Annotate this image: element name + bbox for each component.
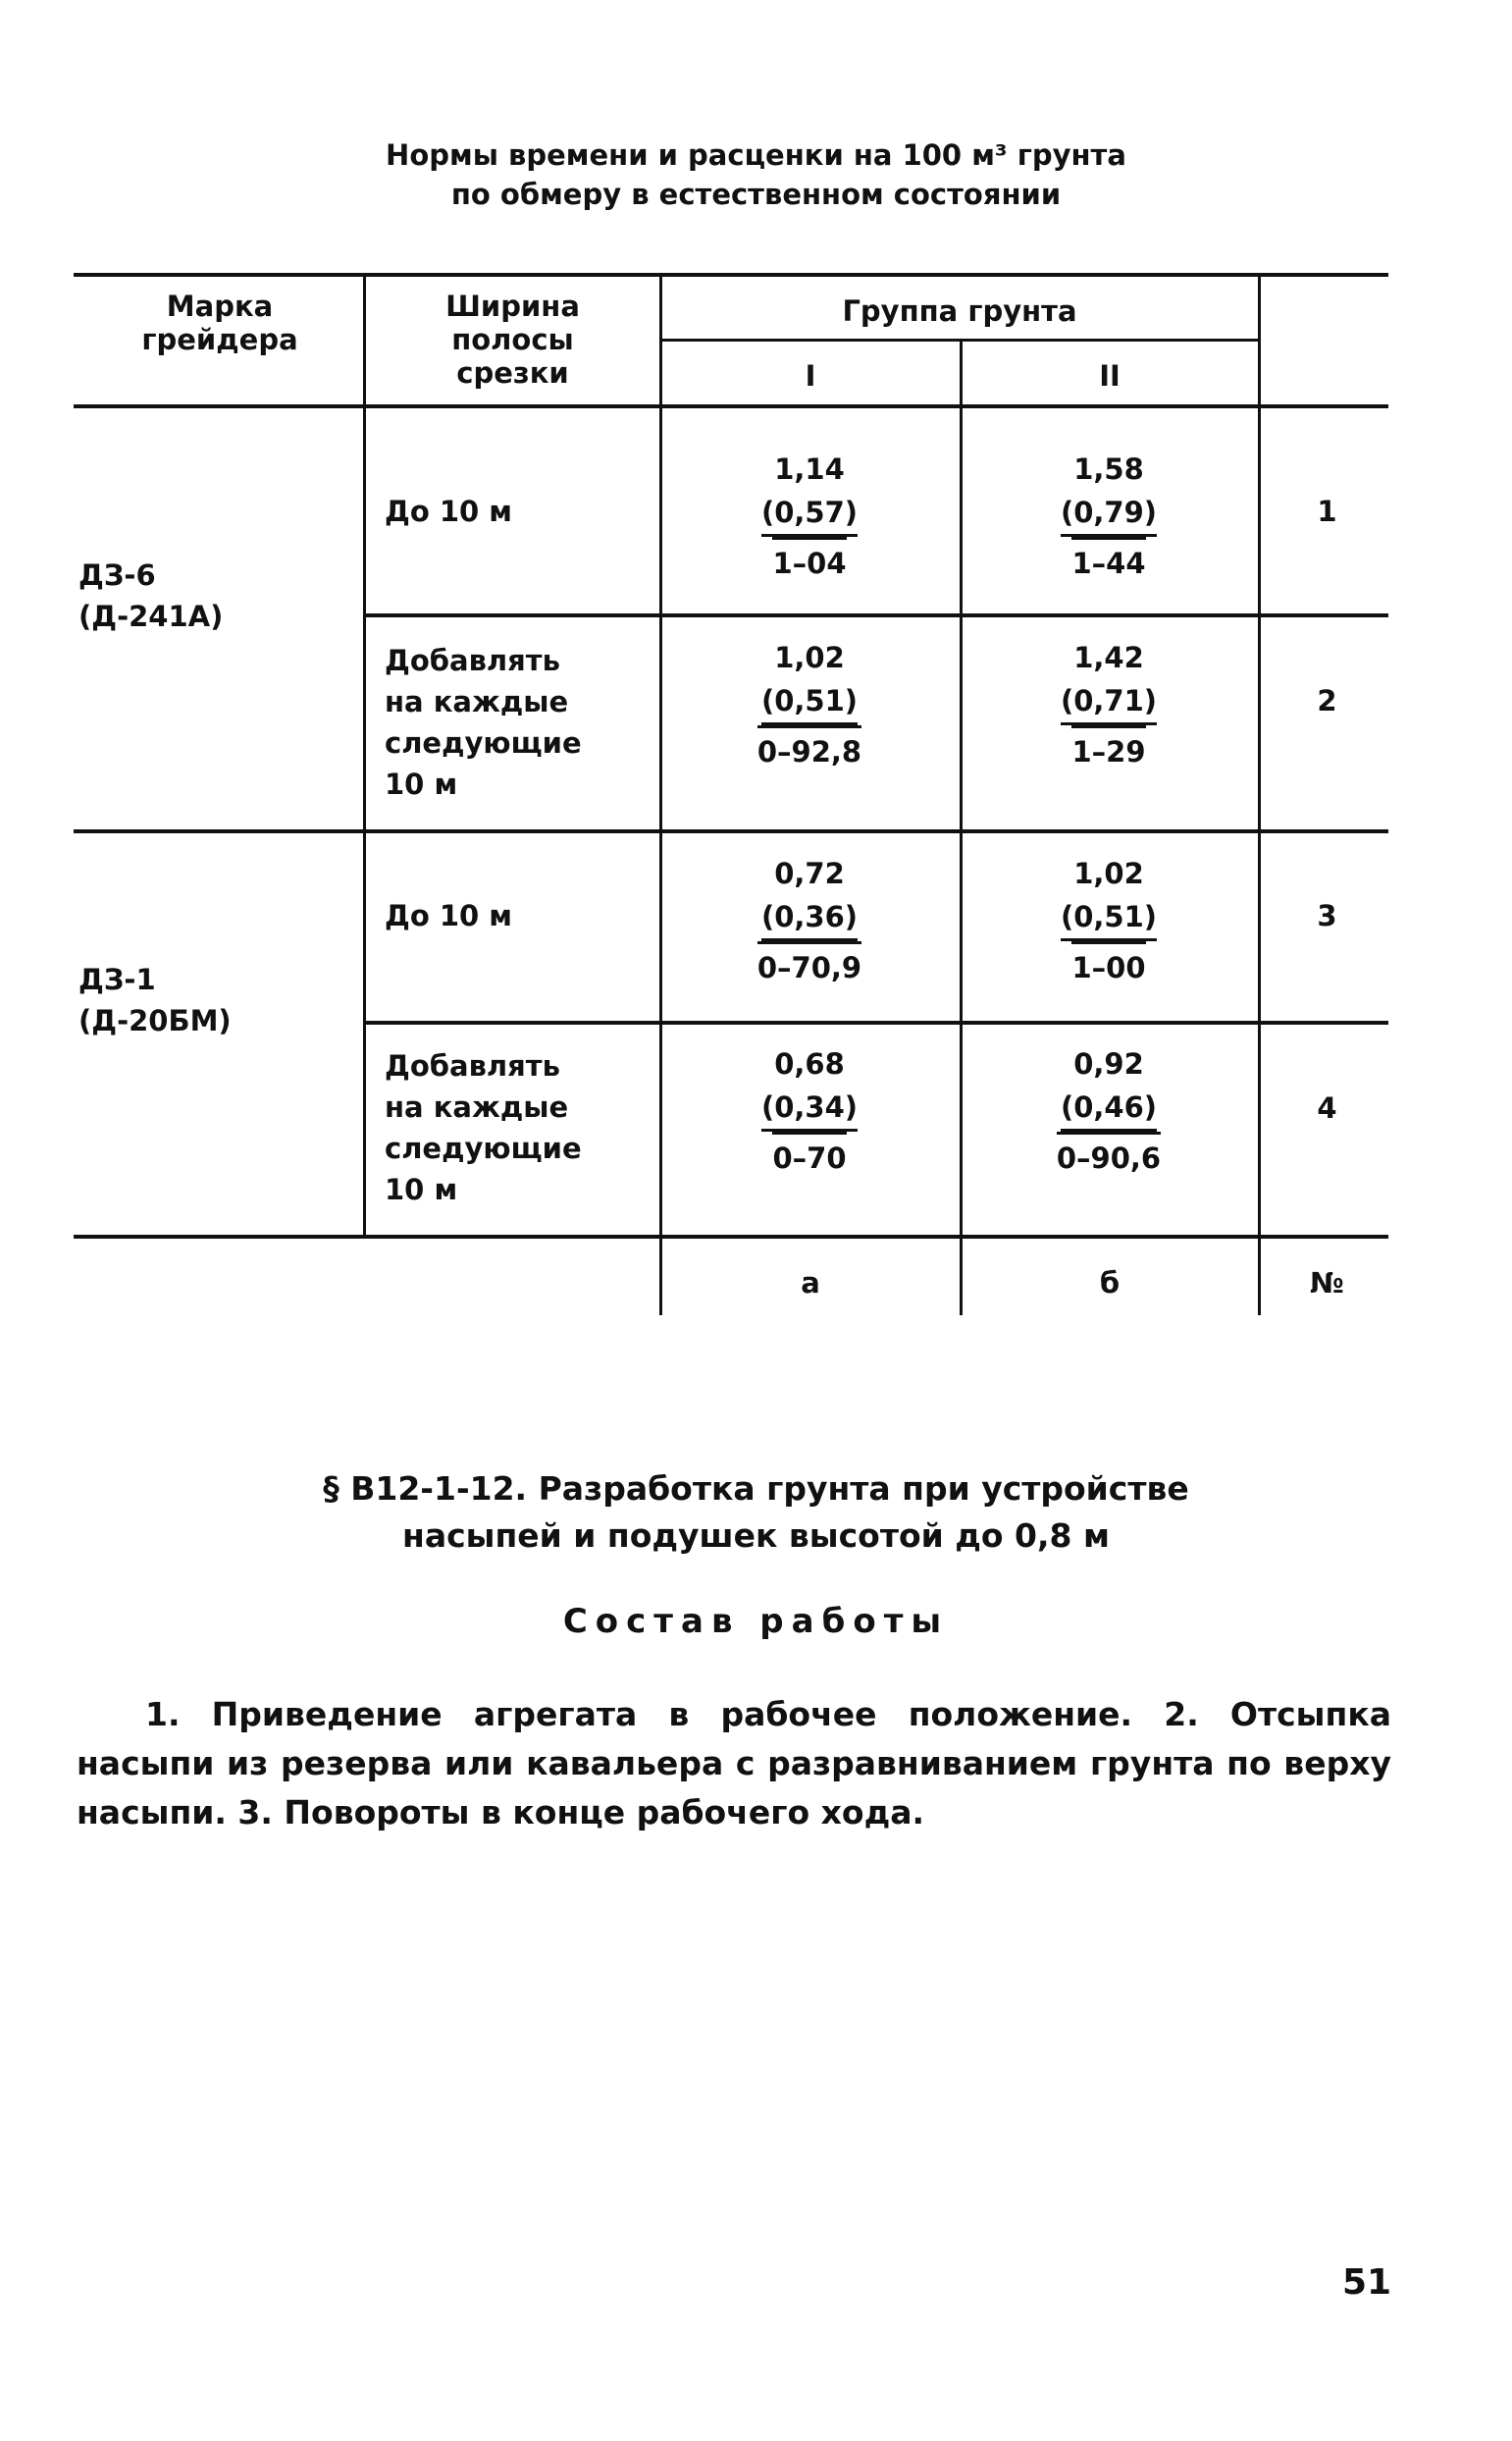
section-title-line2: насыпей и подушек высотой до 0,8 м: [402, 1516, 1110, 1555]
row4-group2-value: 0,92 (0,46) 0–90,6: [1011, 1042, 1207, 1180]
row3-bottom-rule: [365, 1021, 1388, 1025]
header-bottom-rule: [74, 404, 1388, 408]
row2-number: 2: [1317, 684, 1337, 717]
section-title-line1: § В12-1-12. Разработка грунта при устройстве: [323, 1469, 1189, 1508]
row3-width: До 10 м: [385, 899, 513, 932]
header-soil-group: Группа грунта: [842, 294, 1077, 328]
header-grader-mark: Марка грейдера: [141, 290, 298, 356]
col-divider-grader: [363, 273, 366, 1235]
header-strip-width: Ширина полосы срезки: [445, 290, 580, 390]
row2-width: Добавлять на каждые следующие 10 м: [385, 644, 582, 801]
row3-group2-value: 1,02 (0,51) 1–00: [1011, 852, 1207, 989]
row2-group1-value: 1,02 (0,51) 0–92,8: [711, 636, 908, 773]
col-divider-width: [659, 273, 662, 1315]
row3-number: 3: [1317, 899, 1337, 932]
work-composition-text: 1. Приведение агрегата в рабочее положение. 2. Отсыпка насыпи из резерва или кавальера с разравниванием грунта по верху насыпи. 3. Повороты в конце рабочего хода.: [77, 1695, 1391, 1831]
row1-width: До 10 м: [385, 495, 513, 528]
row4-number: 4: [1317, 1091, 1337, 1125]
row1-number: 1: [1317, 495, 1337, 528]
row1-group2-value: 1,58 (0,79) 1–44: [1011, 448, 1207, 585]
col-divider-num: [1258, 273, 1261, 1315]
table-caption-line2: по обмеру в естественном состоянии: [450, 178, 1062, 211]
row3-group1-value: 0,72 (0,36) 0–70,9: [711, 852, 908, 989]
row4-group1-value: 0,68 (0,34) 0–70: [711, 1042, 908, 1180]
grader-dz6: ДЗ-6 (Д-241А): [78, 558, 224, 633]
row4-width: Добавлять на каждые следующие 10 м: [385, 1049, 582, 1206]
work-composition-heading: Состав работы: [562, 1602, 950, 1641]
row2-group2-value: 1,42 (0,71) 1–29: [1011, 636, 1207, 773]
table-top-rule: [74, 273, 1388, 277]
col-divider-group: [960, 339, 963, 1315]
page-number: 51: [1342, 2262, 1392, 2303]
table-bottom-rule: [74, 1235, 1388, 1239]
footer-col-a: а: [801, 1266, 820, 1300]
table-caption-line1: Нормы времени и расценки на 100 м³ грунта: [386, 138, 1126, 172]
grader-dz1: ДЗ-1 (Д-20БМ): [78, 963, 232, 1037]
row1-bottom-rule: [365, 613, 1388, 617]
group1-bottom-rule: [74, 829, 1388, 833]
row1-group1-value: 1,14 (0,57) 1–04: [711, 448, 908, 585]
footer-col-b: б: [1099, 1266, 1121, 1300]
header-group-2: II: [1099, 359, 1121, 393]
header-group-1: I: [805, 359, 816, 393]
footer-col-num: №: [1310, 1266, 1344, 1300]
